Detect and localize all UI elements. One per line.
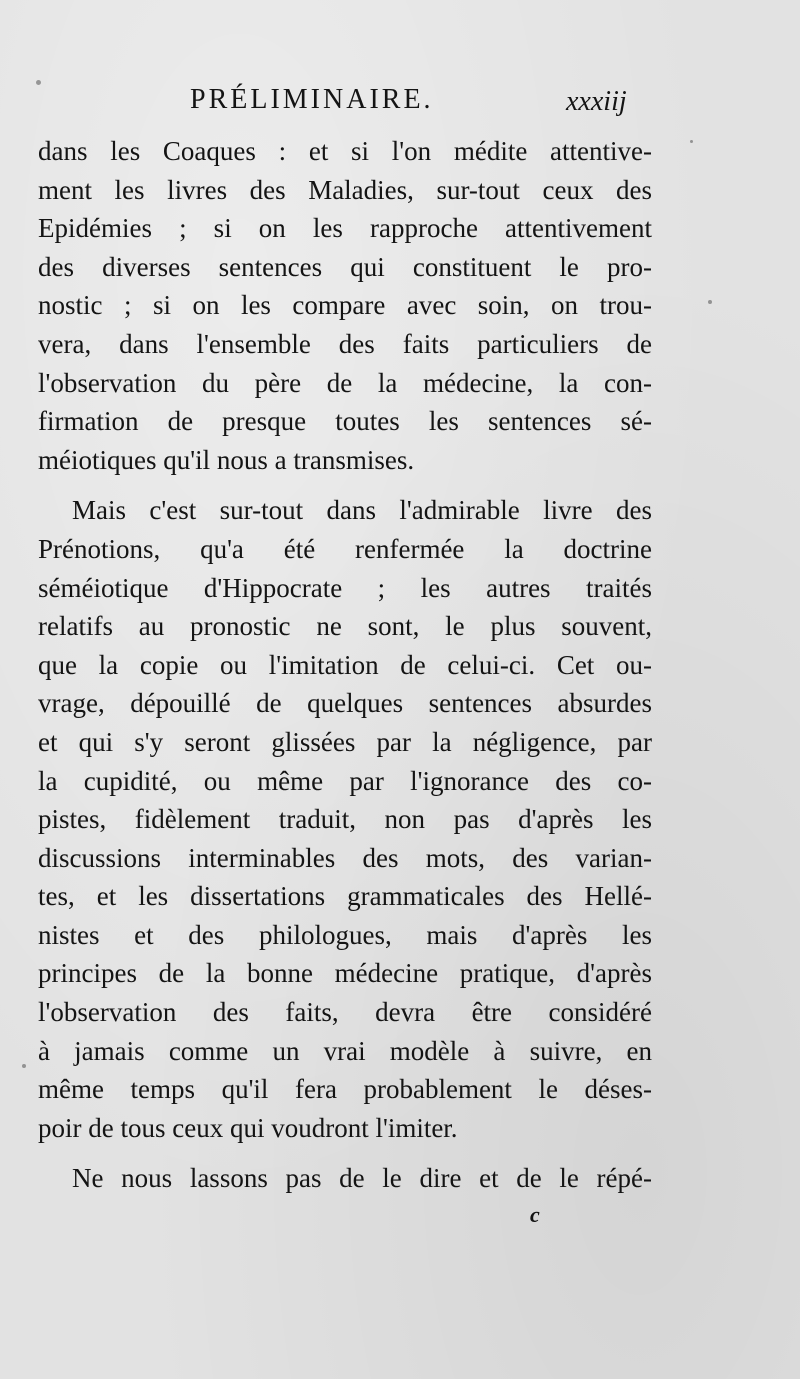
text-line: firmation de presque toutes les sentences sé- [38,406,652,437]
text-line: Prénotions, qu'a été renfermée la doctrine [38,533,652,564]
body-text [38,132,652,1198]
text-line: vera, dans l'ensemble des faits particuliers de [38,328,652,359]
text-line: nostic ; si on les compare avec soin, on trou- [38,290,652,321]
text-line: à jamais comme un vrai modèle à suivre, en [38,1035,652,1066]
text-line: méiotiques qu'il nous a transmises. [38,444,415,475]
text-line: que la copie ou l'imitation de celui-ci. Cet ou- [38,649,652,680]
text-line: poir de tous ceux qui voudront l'imiter. [38,1112,458,1143]
text-line: des diverses sentences qui constituent le pro- [38,251,652,282]
ink-speck [36,80,41,85]
text-line: l'observation des faits, devra être considéré [38,997,652,1028]
ink-speck [708,300,712,304]
paragraph-1 [38,132,652,479]
text-line: séméiotique d'Hippocrate ; les autres traités [38,572,652,603]
text-line: tes, et les dissertations grammaticales des Hellé- [38,881,652,912]
text-line: nistes et des philologues, mais d'après les [38,919,652,950]
text-line: pistes, fidèlement traduit, non pas d'après les [38,804,652,835]
text-line: discussions interminables des mots, des varian- [38,842,652,873]
text-line: même temps qu'il fera probablement le déses- [38,1074,652,1105]
text-line: la cupidité, ou même par l'ignorance des co- [38,765,652,796]
running-head: PRÉLIMINAIRE. [190,84,434,115]
text-line: et qui s'y seront glissées par la négligence, par [38,726,652,757]
text-line: l'observation du père de la médecine, la con- [38,367,652,398]
text-line: vrage, dépouillé de quelques sentences absurdes [38,688,652,719]
text-line: principes de la bonne médecine pratique, d'après [38,958,652,989]
ink-speck [22,1064,26,1068]
text-line: ment les livres des Maladies, sur-tout ceux des [38,174,652,205]
text-line: relatifs au pronostic ne sont, le plus souvent, [38,611,652,642]
text-line: Ne nous lassons pas de le dire et de le répé- [72,1163,652,1194]
signature-mark: c [530,1202,540,1227]
page-header [0,84,800,128]
text-line: dans les Coaques : et si l'on médite attentive- [38,136,652,166]
paragraph-2 [38,491,652,1147]
paragraph-3 [38,1159,652,1198]
text-line: Mais c'est sur-tout dans l'admirable livre des [72,495,652,526]
ink-speck [690,140,693,143]
text-line: Epidémies ; si on les rapproche attentivement [38,213,652,244]
page-number: xxxiij [566,86,627,117]
